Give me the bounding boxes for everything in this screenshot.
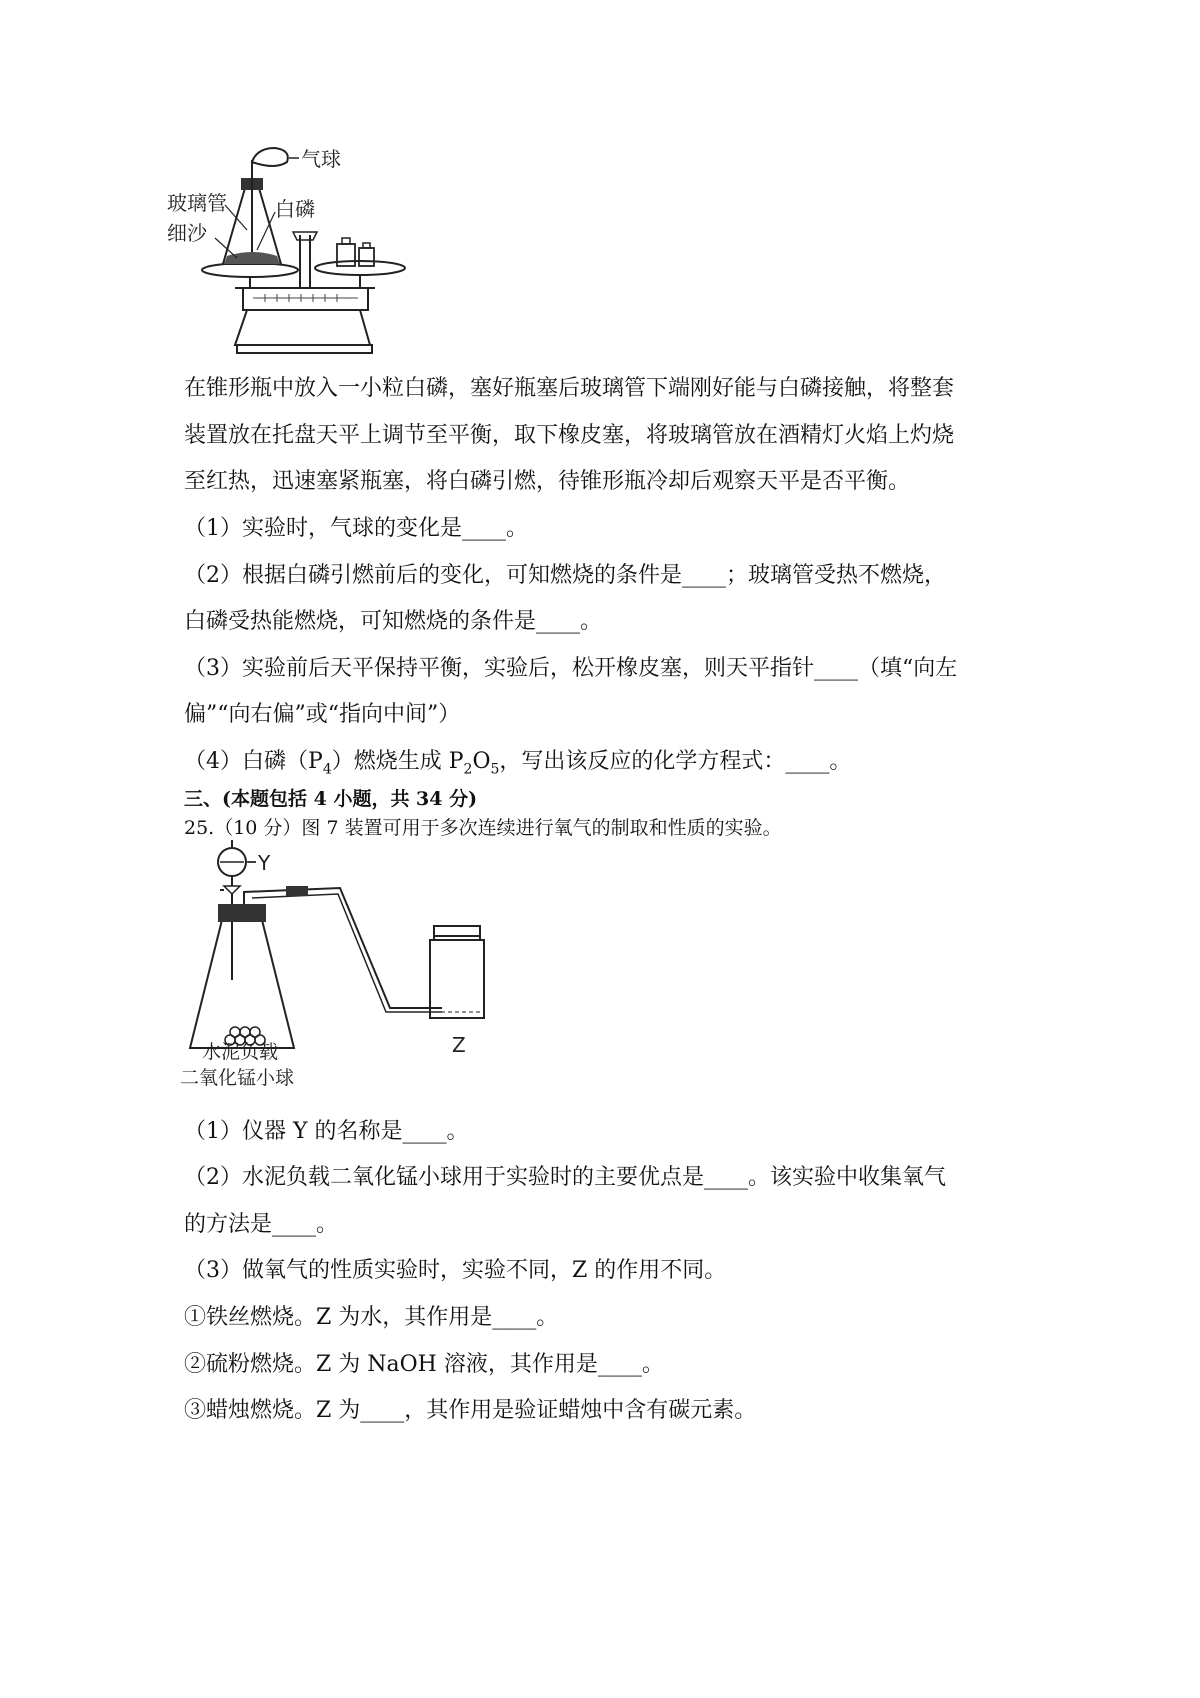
- balloon-label: 气球: [301, 147, 341, 171]
- q25-item-1: ①铁丝燃烧。Z 为水，其作用是____。: [184, 1305, 559, 1330]
- caption-line-1: 水泥负载: [202, 1041, 279, 1063]
- q25-part-2-line-1: （2）水泥负载二氧化锰小球用于实验时的主要优点是____。该实验中收集氧气: [184, 1165, 946, 1190]
- q24-part-3-line-2: 偏”“向右偏”或“指向中间”）: [184, 702, 461, 727]
- q25-item-3: ③蜡烛燃烧。Z 为____，其作用是验证蜡烛中含有碳元素。: [184, 1398, 757, 1423]
- q24-intro-line-1: 在锥形瓶中放入一小粒白磷，塞好瓶塞后玻璃管下端刚好能与白磷接触，将整套: [184, 376, 955, 401]
- oxygen-apparatus-figure: [180, 840, 500, 1092]
- oxygen-apparatus-svg: [180, 840, 500, 1092]
- q24-intro-line-3: 至红热，迅速塞紧瓶塞，将白磷引燃，待锥形瓶冷却后观察天平是否平衡。: [184, 469, 911, 494]
- q25-part-2-line-2: 的方法是____。: [184, 1212, 339, 1237]
- q24-part-2-line-2: 白磷受热能燃烧，可知燃烧的条件是____。: [184, 609, 603, 634]
- o5-subscript: 5: [490, 761, 500, 778]
- q25-item-2: ②硫粉燃烧。Z 为 NaOH 溶液，其作用是____。: [184, 1352, 664, 1377]
- q24-part-4-mid: ）燃烧生成 P: [331, 749, 464, 774]
- q24-part-4-prefix: （4）白磷（P: [184, 749, 323, 774]
- caption-line-2: 二氧化锰小球: [180, 1067, 295, 1089]
- q25-part-1: （1）仪器 Y 的名称是____。: [184, 1119, 469, 1144]
- q24-part-1: （1）实验时，气球的变化是____。: [184, 516, 528, 541]
- glass-tube-label: 玻璃管: [167, 191, 227, 215]
- q24-intro-line-2: 装置放在托盘天平上调节至平衡，取下橡皮塞，将玻璃管放在酒精灯火焰上灼烧: [184, 423, 955, 448]
- q24-part-3-line-1: （3）实验前后天平保持平衡，实验后，松开橡皮塞，则天平指针____（填“向左: [184, 656, 958, 681]
- q24-part-2-line-1: （2）根据白磷引燃前后的变化，可知燃烧的条件是____；玻璃管受热不燃烧，: [184, 563, 946, 588]
- q25-heading: 25.（10 分）图 7 装置可用于多次连续进行氧气的制取和性质的实验。: [184, 817, 782, 839]
- q25-part-3: （3）做氧气的性质实验时，实验不同，Z 的作用不同。: [184, 1258, 727, 1283]
- fine-sand-label: 细沙: [167, 221, 207, 245]
- section-3-heading: 三、(本题包括 4 小题，共 34 分): [184, 788, 478, 810]
- balance-apparatus-svg: [165, 140, 415, 362]
- z-label: Z: [452, 1033, 466, 1057]
- white-phosphorus-label: 白磷: [275, 197, 315, 221]
- q24-part-4-suffix: ，写出该反应的化学方程式：____。: [499, 749, 852, 774]
- p4-subscript: 4: [322, 761, 332, 778]
- y-label: Y: [258, 851, 271, 875]
- balance-apparatus-figure: [165, 140, 415, 362]
- q24-part-4: [184, 747, 851, 784]
- p2-subscript: 2: [463, 761, 473, 778]
- oxygen-symbol: O: [472, 749, 491, 774]
